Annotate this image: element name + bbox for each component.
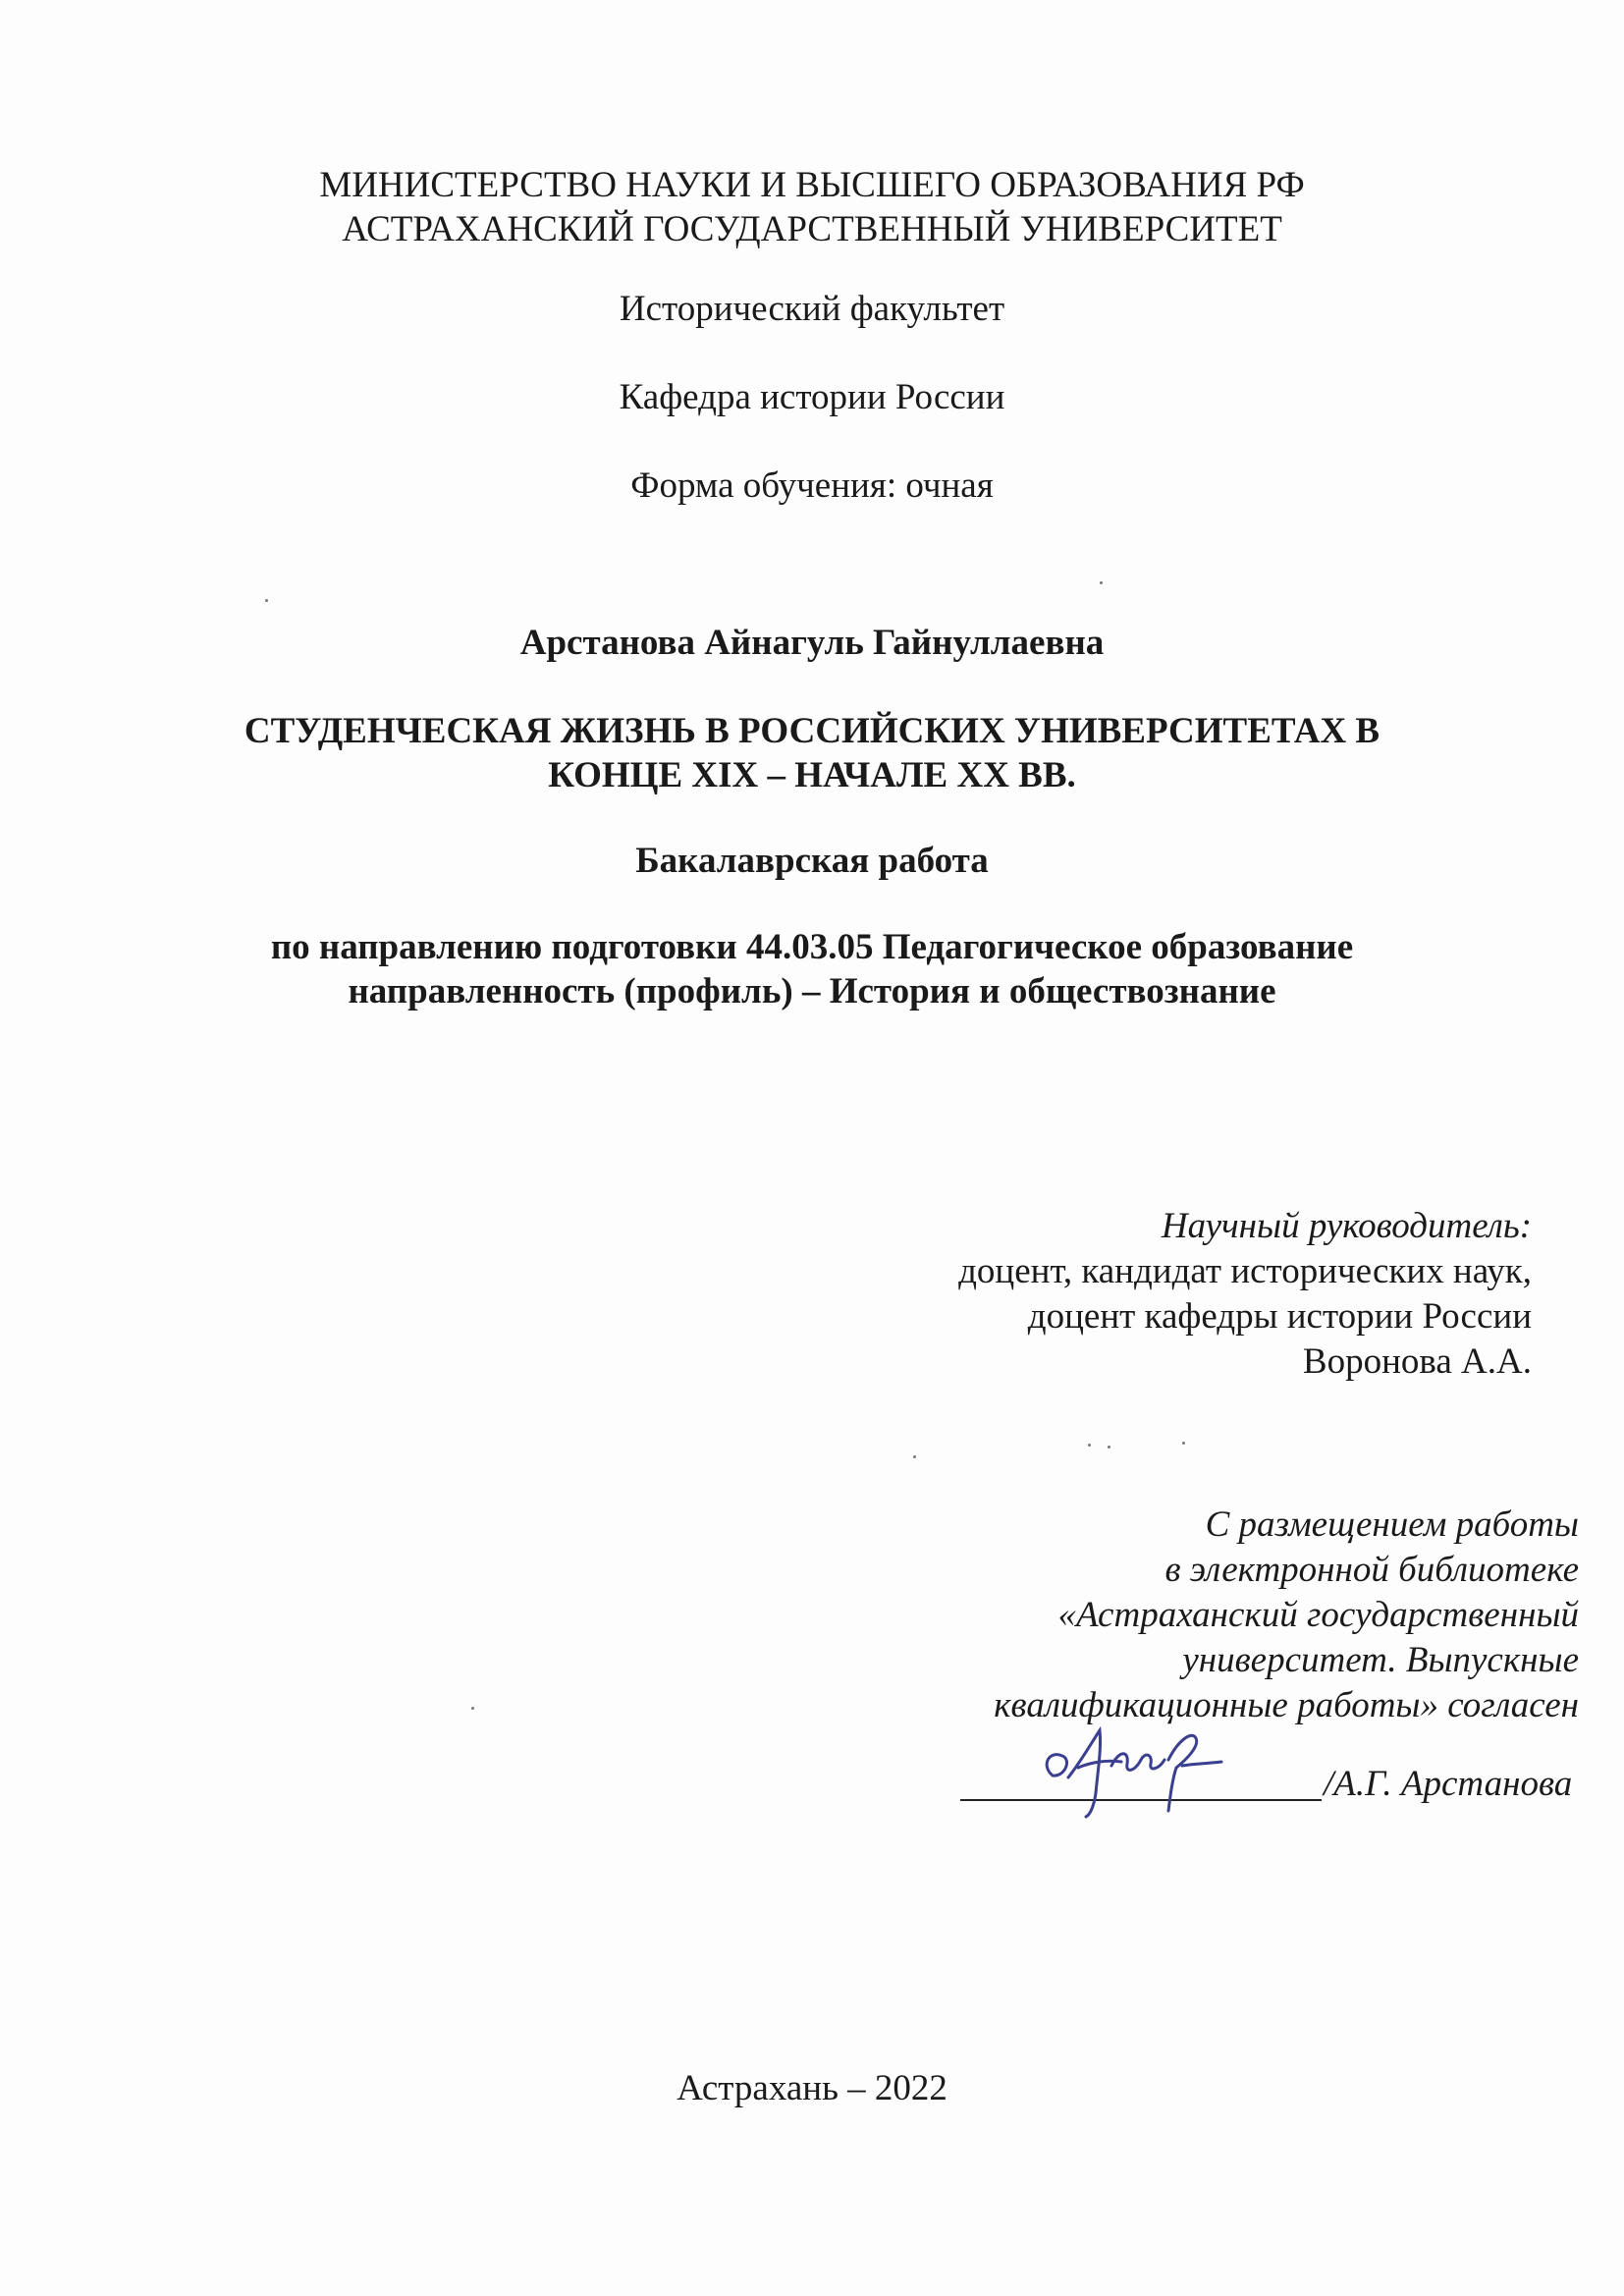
- direction-line-1: по направлению подготовки 44.03.05 Педагогическое образование: [270, 927, 1354, 967]
- handwritten-signature: [1039, 1721, 1225, 1819]
- department-name: Кафедра истории России: [619, 377, 1005, 417]
- signer-name: /А.Г. Арстанова: [1324, 1764, 1573, 1804]
- scan-speck: [913, 1455, 916, 1458]
- consent-line-1: С размещением работы: [1205, 1504, 1579, 1545]
- consent-line-4: университет. Выпускные: [1182, 1640, 1579, 1680]
- supervisor-degree: доцент, кандидат исторических наук,: [958, 1251, 1532, 1291]
- direction-line-2: направленность (профиль) – История и обществознание: [348, 971, 1276, 1011]
- scan-speck: [1182, 1442, 1185, 1445]
- supervisor-name: Воронова А.А.: [1302, 1341, 1532, 1382]
- city-year: Астрахань – 2022: [677, 2068, 947, 2108]
- consent-line-5: квалификационные работы» согласен: [994, 1685, 1579, 1725]
- ministry-name: МИНИСТЕРСТВО НАУКИ И ВЫСШЕГО ОБРАЗОВАНИЯ РФ: [319, 165, 1305, 205]
- supervisor-position: доцент кафедры истории России: [1027, 1296, 1532, 1337]
- consent-block: [994, 1503, 1579, 1728]
- scan-speck: [1108, 1446, 1110, 1449]
- faculty-name: Исторический факультет: [619, 289, 1005, 329]
- thesis-title-line-1: СТУДЕНЧЕСКАЯ ЖИЗНЬ В РОССИЙСКИХ УНИВЕРСИТЕТАХ В: [244, 711, 1380, 751]
- consent-line-3: «Астраханский государственный: [1057, 1595, 1579, 1635]
- author-name: Арстанова Айнагуль Гайнуллаевна: [519, 623, 1105, 663]
- supervisor-label: Научный руководитель:: [1161, 1206, 1532, 1246]
- scan-speck: [1088, 1444, 1091, 1447]
- scan-speck: [1100, 581, 1103, 584]
- consent-line-2: в электронной библиотеке: [1164, 1550, 1579, 1590]
- study-form: Форма обучения: очная: [630, 465, 994, 506]
- supervisor-block: [958, 1204, 1532, 1385]
- university-name: АСТРАХАНСКИЙ ГОСУДАРСТВЕННЫЙ УНИВЕРСИТЕТ: [342, 209, 1282, 249]
- scan-speck: [265, 599, 268, 602]
- work-type: Бакалаврская работа: [635, 841, 989, 881]
- scan-speck: [471, 1707, 474, 1710]
- thesis-title-line-2: КОНЦЕ XIX – НАЧАЛЕ XX ВВ.: [548, 755, 1076, 795]
